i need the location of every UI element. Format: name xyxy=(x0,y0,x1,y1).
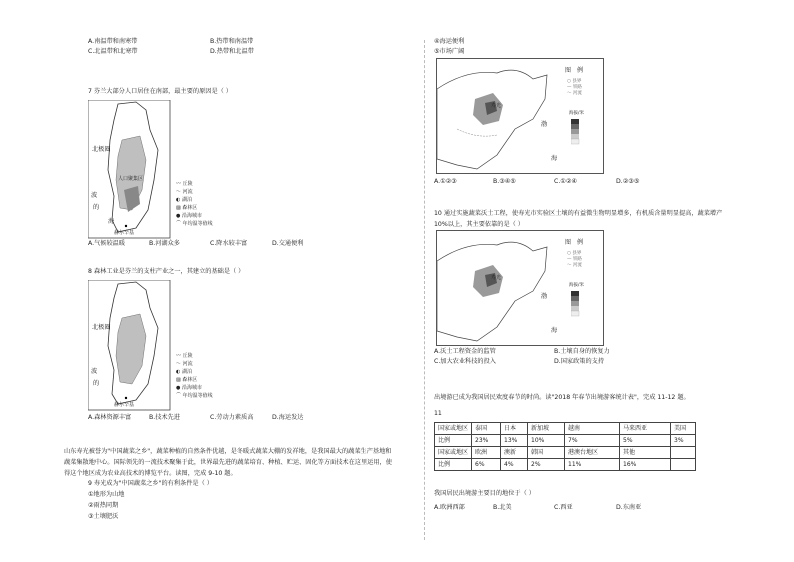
table-cell: 日本 xyxy=(501,423,528,435)
legend-lake: ◐ 湖泊 xyxy=(176,197,192,203)
legend-city: ● 沿海城市 xyxy=(176,213,202,219)
legend2-river-s: 〜 河流 xyxy=(567,263,582,268)
map1-label-bo: 波 xyxy=(91,192,98,199)
table-cell: 5% xyxy=(620,435,671,447)
legend2-lake: ◐ 湖泊 xyxy=(176,369,192,375)
map2-label-arctic: 北极圈 xyxy=(92,324,111,331)
passage-9-10: 山东寿光被誉为"中国蔬菜之乡"，蔬菜种植的自然条件优越，是冬暖式蔬菜大棚的发祥地，是我国最大的蔬菜生产基地和蔬菜集散地中心。国际领先的一流技术聚集于此，世界最先进的蔬菜培育、种植、贮运、固化等方面技术在这里运用，使得这个地区成为农业高技术的博览平台。读图，完成 9-10 题。 xyxy=(64,448,392,477)
q9-item-2: ②雨热同期 xyxy=(88,502,119,509)
q11-stem: 我国居民出境游主要目的地位于（ ） xyxy=(434,490,535,497)
map2-label-city: 赫尔辛基 xyxy=(114,402,135,408)
legend2-hills: 〰 丘陵 xyxy=(176,353,193,359)
table-cell: 7% xyxy=(565,435,620,447)
shandong1-scale-bar xyxy=(571,119,589,149)
table-cell: 港澳台地区 xyxy=(565,447,620,459)
q9-item-4: ④海运便利 xyxy=(434,38,465,45)
legend-river: 〜 河流 xyxy=(176,189,193,195)
map2-label-de: 的 xyxy=(93,380,100,387)
shandong2-scale-bar xyxy=(571,291,589,321)
shandong1-sea: 海 xyxy=(551,155,558,162)
table-cell: 比例 xyxy=(435,435,472,447)
legend-hills: 〰 丘陵 xyxy=(176,181,193,187)
table-row xyxy=(435,423,696,435)
q9-option-a[interactable]: A.①②③ xyxy=(434,178,457,185)
passage-11-12: 出境游已成为我国居民欢度春节的时尚。读"2018 年春节出境游客统计表"，完成 11-12 题。 xyxy=(434,394,690,401)
q8-stem: 8 森林工业是芬兰的支柱产业之一，其建立的基础是（ ） xyxy=(88,268,245,275)
q11-option-b[interactable]: B.北美 xyxy=(493,504,512,511)
q8-option-b[interactable]: B.技术先进 xyxy=(149,414,180,421)
q11-option-d[interactable]: D.东南亚 xyxy=(616,504,642,511)
table-cell: 泰国 xyxy=(472,423,501,435)
table-cell: 13% xyxy=(501,435,528,447)
table-cell xyxy=(671,447,696,459)
q6-option-b[interactable]: B.热带和南温带 xyxy=(210,38,254,45)
table-cell: 美国 xyxy=(671,423,696,435)
q7-option-d[interactable]: D.交通便利 xyxy=(272,240,304,247)
shandong2-legend-title: 图 例 xyxy=(565,239,584,246)
shandong-map-1 xyxy=(436,58,604,174)
q8-option-d[interactable]: D.海运发达 xyxy=(272,414,304,421)
shandong2-bay: 渤 xyxy=(541,293,548,300)
q9-option-b[interactable]: B.③④⑤ xyxy=(493,178,516,185)
legend2-railway: — 铁路 xyxy=(567,257,582,262)
legend2-county: ○ 县界 xyxy=(567,251,582,256)
left-column xyxy=(64,36,418,556)
shandong2-sea: 海 xyxy=(551,327,558,334)
q10-option-d[interactable]: D.国家政策的支持 xyxy=(554,358,605,365)
q9-stem: 9 寿光成为"中国蔬菜之乡"的有利条件是（ ） xyxy=(88,480,213,487)
column-separator xyxy=(424,40,425,540)
legend-railway: — 铁路 xyxy=(567,85,582,90)
shandong2-city: 寿光 xyxy=(491,275,502,281)
q10-stem: 10 通过实施蔬菜沃土工程，使寿光市实验区土壤的有益微生物明显增多，有机质含量明显提高，蔬菜增产 10%以上，其主要依靠的是（ ） xyxy=(434,210,723,228)
table-cell: 10% xyxy=(528,435,565,447)
table-cell: 2% xyxy=(528,459,565,471)
table-row xyxy=(435,459,696,471)
shandong1-legend-title: 图 例 xyxy=(565,67,584,74)
table-cell: 其他 xyxy=(620,447,671,459)
q11-number: 11 xyxy=(434,410,442,417)
shandong1-city: 寿光 xyxy=(491,103,502,109)
q8-option-a[interactable]: A.森林资源丰富 xyxy=(88,414,132,421)
finland-map-1 xyxy=(88,100,170,240)
q7-stem: 7 芬兰大部分人口居住在南部，最主要的原因是（ ） xyxy=(88,88,232,95)
q7-option-c[interactable]: C.降水较丰富 xyxy=(210,240,248,247)
q7-option-b[interactable]: B.河湖众多 xyxy=(149,240,180,247)
table-cell: 新加坡 xyxy=(528,423,565,435)
table-cell: 4% xyxy=(501,459,528,471)
map1-label-de: 的 xyxy=(93,204,100,211)
finland-map-2-legend xyxy=(176,352,213,400)
map2-label-bo: 波 xyxy=(91,368,98,375)
q10-option-c[interactable]: C.加大农业科技的投入 xyxy=(434,358,496,365)
map1-label-arctic: 北极圈 xyxy=(92,146,111,153)
table-cell: 23% xyxy=(472,435,501,447)
q9-item-1: ①地形为山地 xyxy=(88,491,125,498)
finland-map-2 xyxy=(88,280,170,412)
legend-isotherm: ⌒ 年均温等值线 xyxy=(176,221,213,227)
table-cell: 比例 xyxy=(435,459,472,471)
table-cell: 国家或地区 xyxy=(435,447,472,459)
table-cell: 6% xyxy=(472,459,501,471)
table-row xyxy=(435,447,696,459)
shandong-map-2 xyxy=(436,230,604,346)
table-cell: 越南 xyxy=(565,423,620,435)
q10-option-b[interactable]: B.土壤自身的恢复力 xyxy=(554,348,610,355)
map1-label-hai: 海 xyxy=(108,218,115,225)
table-cell: 韩国 xyxy=(528,447,565,459)
table-cell: 3% xyxy=(671,435,696,447)
shandong2-legend xyxy=(567,251,582,269)
shandong2-scale-title: 海拔/米 xyxy=(569,283,585,288)
legend-forest: ▨ 森林区 xyxy=(176,205,198,211)
q9-option-d[interactable]: D.②③⑤ xyxy=(616,178,640,185)
q9-item-3: ③土壤肥沃 xyxy=(88,513,119,520)
finland-map-2-graphic xyxy=(88,280,248,414)
map1-label-city: 赫尔辛基 xyxy=(114,230,135,236)
q8-option-c[interactable]: C.劳动力素质高 xyxy=(210,414,254,421)
table-cell: 11% xyxy=(565,459,620,471)
shandong1-scale-title: 海拔/米 xyxy=(569,111,585,116)
table-cell xyxy=(671,459,696,471)
shandong1-legend xyxy=(567,79,582,97)
table-cell: 国家或地区 xyxy=(435,423,472,435)
q9-item-5: ⑤市场广阔 xyxy=(434,48,465,55)
legend2-forest: ▨ 森林区 xyxy=(176,377,198,383)
legend-county: ○ 县界 xyxy=(567,79,582,84)
q7-option-a[interactable]: A.气候较温暖 xyxy=(88,240,126,247)
q6-option-d[interactable]: D.热带和北温带 xyxy=(210,48,254,55)
legend-river-s: 〜 河流 xyxy=(567,91,582,96)
q11-option-a[interactable]: A.欧洲西部 xyxy=(434,504,465,511)
finland-map-1-legend xyxy=(176,180,213,228)
table-row xyxy=(435,435,696,447)
right-column xyxy=(432,36,762,556)
map1-label-region: 人口聚集区 xyxy=(118,176,144,182)
q6-option-c[interactable]: C.北温带和北寒带 xyxy=(88,48,138,55)
shandong1-bay: 渤 xyxy=(541,121,548,128)
legend2-city: ● 沿海城市 xyxy=(176,385,202,391)
table-cell: 欧洲 xyxy=(472,447,501,459)
q11-option-c[interactable]: C.西亚 xyxy=(554,504,573,511)
legend2-river: 〜 河流 xyxy=(176,361,193,367)
outbound-tourism-table xyxy=(434,422,696,471)
q6-option-a[interactable]: A.南温带和南寒带 xyxy=(88,38,138,45)
table-cell: 马来西亚 xyxy=(620,423,671,435)
legend2-isotherm: ⌒ 年均温等值线 xyxy=(176,393,213,399)
q10-option-a[interactable]: A.沃土工程资金的监管 xyxy=(434,348,496,355)
table-cell: 澳新 xyxy=(501,447,528,459)
q9-option-c[interactable]: C.①②④ xyxy=(554,178,577,185)
table-cell: 16% xyxy=(620,459,671,471)
